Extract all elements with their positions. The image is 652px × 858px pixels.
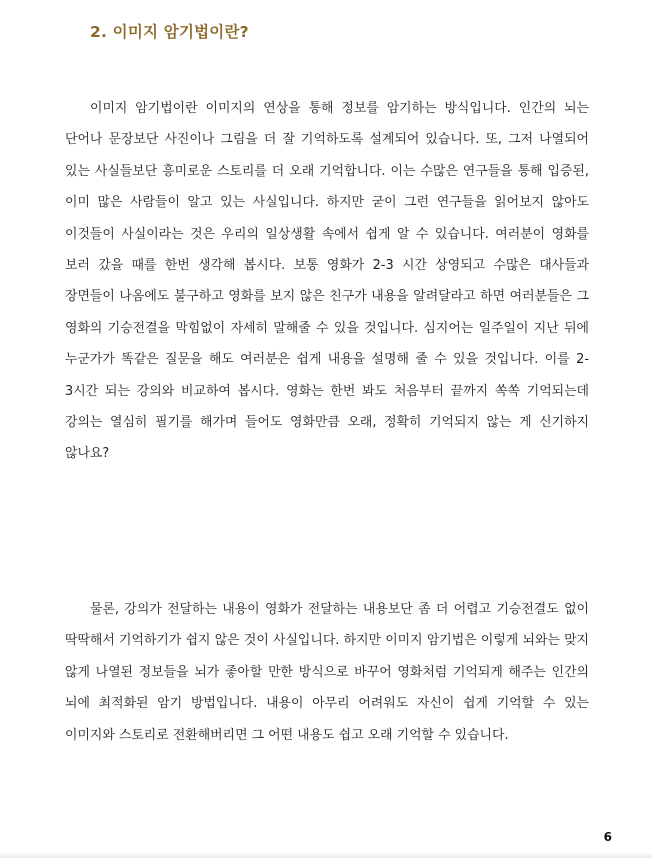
body-paragraph-1: 이미지 암기법이란 이미지의 연상을 통해 정보를 암기하는 방식입니다. 인간의 뇌는 단어나 문장보단 사진이나 그림을 더 잘 기억하도록 설계되어 있습니다. 또, 그저 나열되어 있는 사실들보단 흥미로운 스토리를 더 오래 기억합니다. 이는 수많은 연구들을 통해 입증된, 이미 많은 사람들이 알고 있는 사실입니다. 하지만 굳이 그런 연구들을 읽어보지 않아도 이것들이 사실이라는 것은 우리의 일상생활 속에서 쉽게 알 수 있습니다. 여러분이 영화를 보러 갔을 때를 한번 생각해 봅시다. 보통 영화가 2-3 시간 상영되고 수많은 대사들과 장면들이 나옴에도 불구하고 영화를 보지 않은 친구가 내용을 알려달라고 하면 여러분들은 그 영화의 기승전결을 막힘없이 자세히 말해줄 수 있을 것입니다. 심지어는 일주일이 지난 뒤에 누군가가 똑같은 질문을 해도 여러분은 쉽게 내용을 설명해 줄 수 있을 것입니다. 이를 2-3시간 되는 강의와 비교하여 봅시다. 영화는 한번 봐도 처음부터 끝까지 쏙쏙 기억되는데 강의는 열심히 필기를 해가며 들어도 영화만큼 오래, 정확히 기억되지 않는 게 신기하지 않나요? — [65, 101, 589, 462]
page-number: 6 — [603, 830, 612, 844]
body-paragraph-2: 물론, 강의가 전달하는 내용이 영화가 전달하는 내용보단 좀 더 어렵고 기승전결도 없이 딱딱해서 기억하기가 쉽지 않은 것이 사실입니다. 하지만 이미지 암기법은 이렇게 뇌와는 맞지 않게 나열된 정보들을 뇌가 좋아할 만한 방식으로 바꾸어 영화처럼 기억되게 해주는 인간의 뇌에 최적화된 암기 방법입니다. 내용이 아무리 어려워도 자신이 쉽게 기억할 수 있는 이미지와 스토리로 전환해버리면 그 어떤 내용도 쉽고 오래 기억할 수 있습니다. — [65, 602, 589, 743]
section-title: 2. 이미지 암기법이란? — [90, 23, 249, 41]
page-bottom-edge — [0, 852, 652, 858]
